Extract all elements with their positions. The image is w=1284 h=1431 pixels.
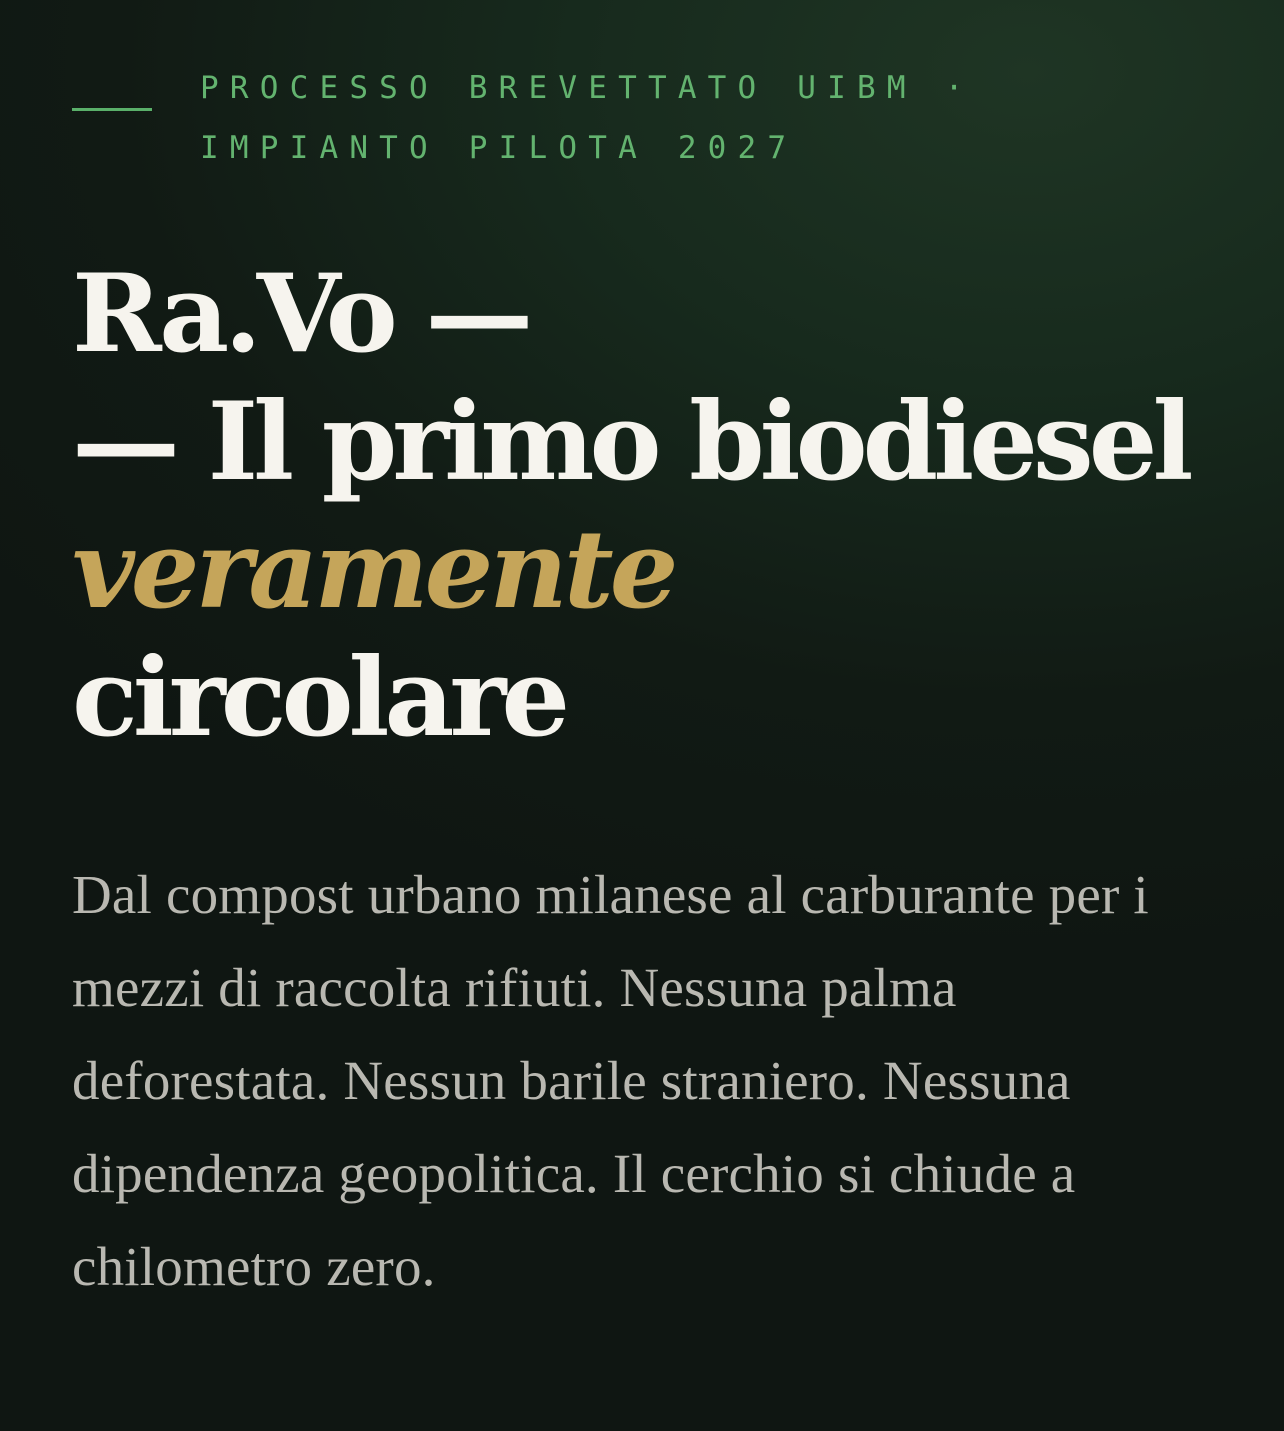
eyebrow-line-1 xyxy=(200,58,1060,118)
headline-line-4: circolare xyxy=(72,635,566,761)
page-title xyxy=(72,250,1252,762)
lede-paragraph: Dal compost urbano milanese al carburante per i mezzi di raccolta rifiuti. Nessuna palma deforestata. Nessun barile straniero. Nessuna dipendenza geopolitica. Il cerchio si chiude a chilometro zero. xyxy=(72,864,1149,1297)
eyebrow-patent-label: PROCESSO BREVETTATO UIBM xyxy=(200,70,917,106)
eyebrow-text xyxy=(200,58,1060,178)
headline-accent: veramente xyxy=(72,507,675,633)
eyebrow-rule xyxy=(72,108,152,111)
headline-line-2: — Il primo biodiesel xyxy=(72,379,1189,505)
eyebrow-pilot-label: IMPIANTO PILOTA 2027 xyxy=(200,130,798,166)
headline-line-1: Ra.Vo — xyxy=(72,251,529,377)
eyebrow-separator: · xyxy=(944,70,975,106)
